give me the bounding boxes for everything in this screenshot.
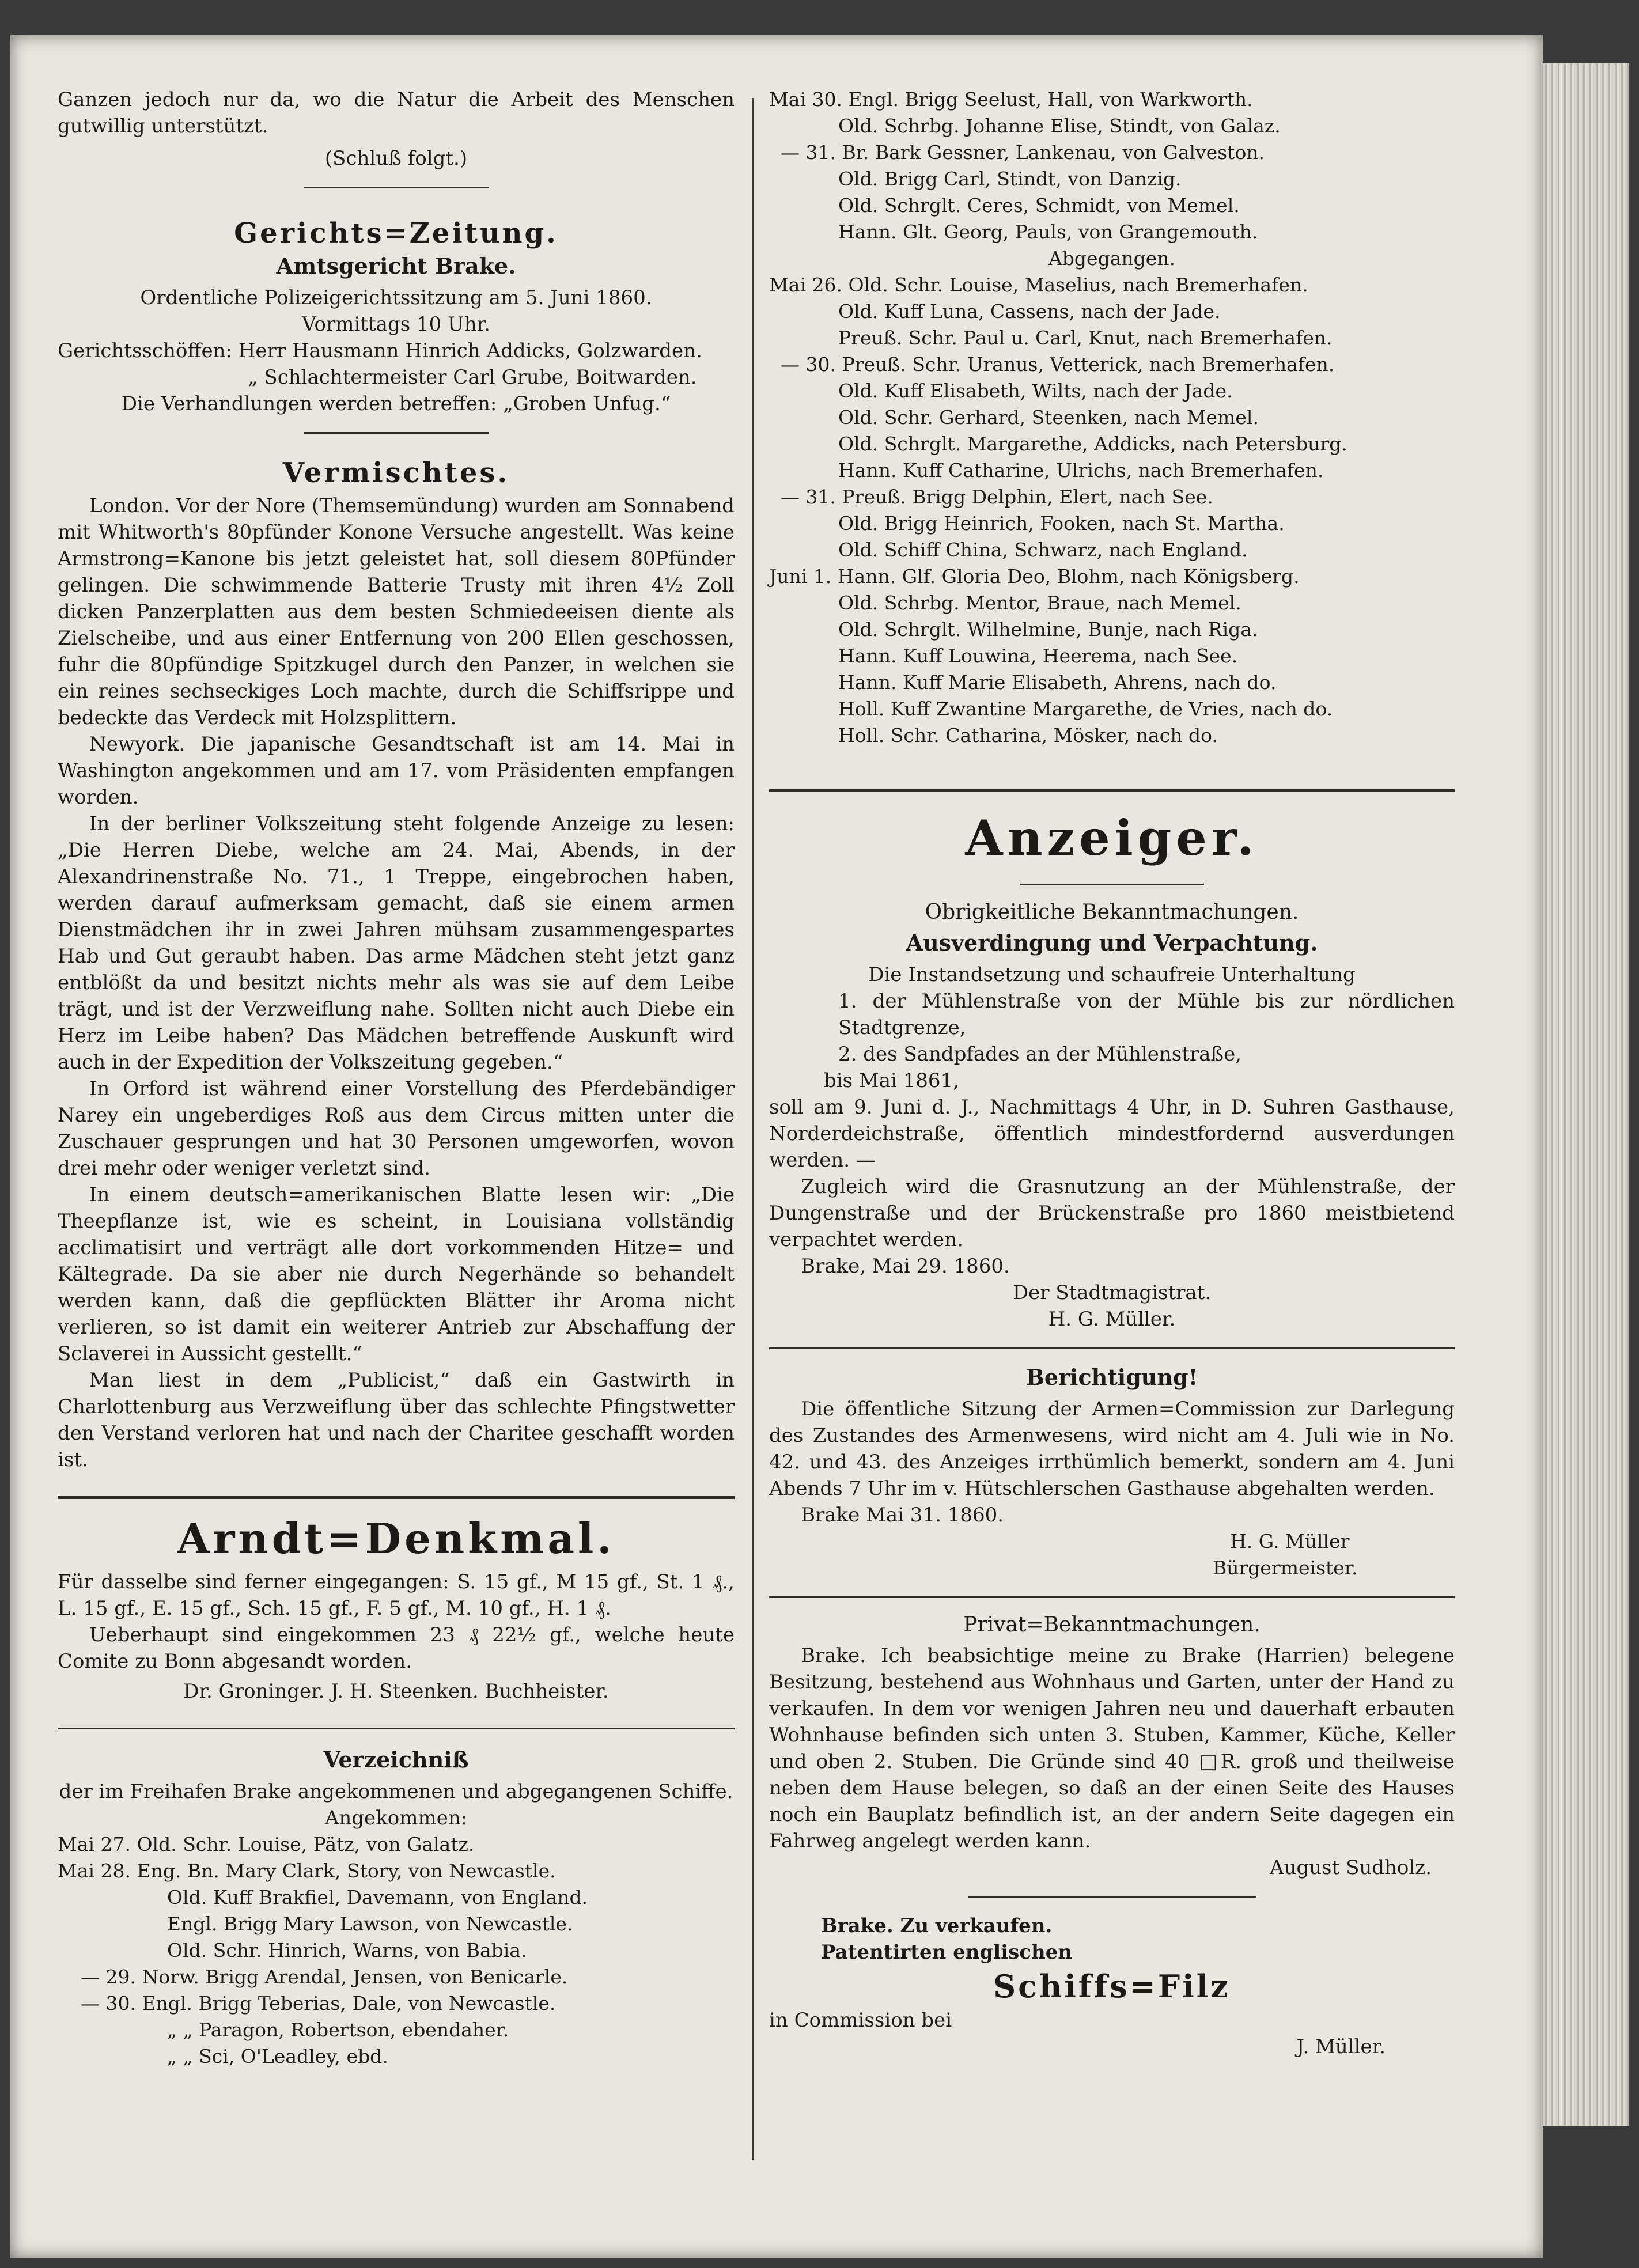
ship-row: Mai 27. Old. Schr. Louise, Pätz, von Galatz. [58, 1833, 475, 1856]
verkauf-product: Schiffs=Filz [993, 1968, 1231, 2005]
privat-signature: August Sudholz. [1270, 1856, 1432, 1879]
verkauf-line-1: Brake. Zu verkaufen. [821, 1914, 1053, 1937]
ship-row: Engl. Brigg Mary Lawson, von Newcastle. [167, 1913, 573, 1935]
divider [769, 789, 1455, 792]
berichtigung-signature: H. G. Müller [1230, 1530, 1350, 1553]
arndt-text-1: Für dasselbe sind ferner eingegangen: S. 15 gf., M 15 gf., St. 1 ₰., L. 15 gf., E. 15 gf., Sch. 15 gf., F. 5 gf., M. 10 gf., H. 1 ₰. [58, 1570, 735, 1620]
verpachtung-text: Zugleich wird die Grasnutzung an der Mühlenstraße, der Dungenstraße und der Brückenstraße pro 1860 meistbietend verpachtet werden. [769, 1175, 1455, 1251]
ship-row: — 31. Preuß. Brigg Delphin, Elert, nach See. [781, 486, 1213, 508]
ship-row: „ „ Sci, O'Leadley, ebd. [167, 2045, 388, 2068]
ship-row: Old. Kuff Brakfiel, Davemann, von England. [167, 1886, 588, 1909]
berichtigung-title: Bürgermeister. [1213, 1557, 1358, 1579]
gericht-verhandlungen: Die Verhandlungen werden betreffen: „Groben Unfug.“ [121, 392, 671, 415]
divider [304, 432, 489, 434]
book-page-edges [1543, 63, 1629, 2126]
gericht-schoeffen-2: „ Schlachtermeister Carl Grube, Boitwarden. [248, 366, 697, 389]
ausverdingung-item-2: 2. des Sandpfades an der Mühlenstraße, [838, 1043, 1242, 1066]
berichtigung-date: Brake Mai 31. 1860. [801, 1504, 1004, 1527]
ship-row: Old. Schr. Gerhard, Steenken, nach Memel. [838, 406, 1259, 429]
ship-row: — 31. Br. Bark Gessner, Lankenau, von Galveston. [781, 141, 1265, 164]
ship-row: Old. Brigg Carl, Stindt, von Danzig. [838, 168, 1182, 190]
ship-row: Preuß. Schr. Paul u. Carl, Knut, nach Bremerhafen. [838, 327, 1333, 349]
vermischtes-berlin: In der berliner Volkszeitung steht folgende Anzeige zu lesen: „Die Herren Diebe, welche am 24. Mai, Abends, in der Alexandrinenstraße No. 71., 1 Treppe, eingebrochen haben, werden darauf aufmerksam gemacht, daß sie einem armen Dienstmädchen ihr in zwei Jahren mühsam zusammengespartes Hab und Gut geraubt haben. Das arme Mädchen steht jetzt ganz entblößt da und besitzt nichts mehr als was sie auf dem Leibe trägt, und ist der Verzweiflung nahe. Sollten nicht auch Diebe ein Herz im Leibe haben? Das Mädchen betreffende Auskunft wird auch in der Expedition der Volkszeitung gegeben.“ [58, 812, 735, 1074]
vermischtes-orford: In Orford ist während einer Vorstellung des Pferdebändiger Narey ein ungeberdiges Roß aus dem Circus mitten unter die Zuschauer gesprungen und hat 30 Personen umgeworfen, wovon drei mehr oder weniger verletzt sind. [58, 1077, 735, 1180]
abgegangen-heading: Abgegangen. [1048, 247, 1176, 270]
ship-row: Old. Schrbg. Mentor, Braue, nach Memel. [838, 592, 1241, 614]
divider [58, 1728, 735, 1729]
arndt-title: Arndt=Denkmal. [177, 1514, 615, 1563]
divider [304, 187, 489, 188]
ship-row: Hann. Kuff Catharine, Ulrichs, nach Bremerhafen. [838, 459, 1324, 482]
vermischtes-title: Vermischtes. [282, 457, 510, 489]
stadtmagistrat-name: H. G. Müller. [1048, 1308, 1176, 1331]
ship-row: Mai 26. Old. Schr. Louise, Maselius, nach Bremerhafen. [769, 274, 1308, 296]
ausverdingung-text: soll am 9. Juni d. J., Nachmittags 4 Uhr, in D. Suhren Gasthause, Norderdeichstraße, öffentlich mindestfordernd ausverdungen werden. — [769, 1096, 1455, 1172]
verkauf-line-4: in Commission bei [769, 2009, 952, 2032]
arndt-text-2: Ueberhaupt sind eingekommen 23 ₰ 22½ gf., welche heute Comite zu Bonn abgesandt worden. [58, 1623, 735, 1673]
divider [58, 1496, 735, 1499]
vermischtes-london: London. Vor der Nore (Themsemündung) wurden am Sonnabend mit Whitworth's 80pfünder Konone Versuche angestellt. Was keine Armstrong=Kanone bis jetzt geleistet hat, soll diesem 80Pfünder gelingen. Die schwimmende Batterie Trusty mit ihren 4½ Zoll dicken Panzerplatten aus dem besten Schmiedeeisen diente als Zielscheibe, und aus einer Entfernung von 200 Ellen geschossen, fuhr die 80pfündige Spitzkugel durch den Panzer, in welchen sie ein reines sechseckiges Loch machte, durch die Schiffsrippe und bedeckte das Verdeck mit Holzsplittern. [58, 494, 735, 729]
ausverdingung-intro: Die Instandsetzung und schaufreie Unterhaltung [868, 963, 1356, 986]
berichtigung-text: Die öffentliche Sitzung der Armen=Commission zur Darlegung des Zustandes des Armenwesens, wird nicht am 4. Juli wie in No. 42. und 43. des Anzeiges irrthümlich bemerkt, sondern am 4. Juni Abends 7 Uhr im v. Hütschlerschen Gasthause abgehalten werden. [769, 1398, 1455, 1500]
left-column [58, 86, 735, 2070]
divider [968, 1896, 1256, 1898]
verzeichnis-title: Verzeichniß [323, 1747, 469, 1773]
gericht-time: Vormittags 10 Uhr. [302, 313, 490, 336]
angekommen-heading: Angekommen: [324, 1807, 468, 1830]
verkauf-seller: J. Müller. [1296, 2035, 1386, 2058]
divider [769, 1596, 1455, 1598]
ship-row: Old. Brigg Heinrich, Fooken, nach St. Martha. [838, 512, 1285, 535]
ausverdingung-item-1: 1. der Mühlenstraße von der Mühle bis zur nördlichen Stadtgrenze, [838, 990, 1455, 1039]
ship-row: Old. Kuff Luna, Cassens, nach der Jade. [838, 300, 1221, 323]
vermischtes-thee: In einem deutsch=amerikanischen Blatte lesen wir: „Die Theepflanze ist, wie es scheint, in Louisiana vollständig acclimatisirt und verträgt alle dort vorkommenden Hitze= und Kältegrade. Da sie aber nie durch Negerhände so behandelt werden kann, daß die gepflückten Blätter ihr Aroma nicht verlieren, so ist damit ein weiterer Antrieb zur Abschaffung der Sclaverei in Aussicht gestellt.“ [58, 1183, 735, 1365]
anzeiger-title: Anzeiger. [965, 809, 1259, 866]
ship-row: Hann. Glt. Georg, Pauls, von Grangemouth. [838, 221, 1258, 243]
ship-row: — 30. Engl. Brigg Teberias, Dale, von Newcastle. [81, 1992, 556, 2015]
ship-row: — 29. Norw. Brigg Arendal, Jensen, von Benicarle. [81, 1966, 568, 1988]
arndt-signature: Dr. Groninger. J. H. Steenken. Buchheister. [183, 1680, 609, 1703]
ship-row: Old. Schrbg. Johanne Elise, Stindt, von Galaz. [838, 115, 1281, 137]
ship-row: Old. Schr. Hinrich, Warns, von Babia. [167, 1939, 527, 1962]
verkauf-line-2: Patentirten englischen [821, 1941, 1073, 1964]
ship-row: „ „ Paragon, Robertson, ebendaher. [167, 2019, 509, 2041]
verzeichnis-subtitle: der im Freihafen Brake angekommenen und abgegangenen Schiffe. [59, 1780, 733, 1803]
ausverdingung-until: bis Mai 1861, [824, 1069, 959, 1092]
intro-text: Ganzen jedoch nur da, wo die Natur die Arbeit des Menschen gutwillig unterstützt. [58, 88, 735, 138]
ship-row: Old. Schrglt. Ceres, Schmidt, von Memel. [838, 194, 1240, 217]
ship-row: Hann. Kuff Marie Elisabeth, Ahrens, nach do. [838, 671, 1277, 694]
ship-row: Mai 30. Engl. Brigg Seelust, Hall, von Warkworth. [769, 88, 1253, 111]
berichtigung-heading: Berichtigung! [1025, 1364, 1198, 1390]
ship-row: Holl. Schr. Catharina, Mösker, nach do. [838, 724, 1218, 747]
vermischtes-charlottenburg: Man liest in dem „Publicist,“ daß ein Gastwirth in Charlottenburg aus Verzweiflung über das schlechte Pfingstwetter den Verstand verloren hat und nach der Charitee geschafft worden ist. [58, 1369, 735, 1471]
privat-text: Brake. Ich beabsichtige meine zu Brake (Harrien) belegene Besitzung, bestehend aus Wohnhaus und Garten, unter der Hand zu verkaufen. In dem vor wenigen Jahren neu und dauerhaft erbauten Wohnhause befinden sich unten 3. Stuben, Kammer, Küche, Keller und oben 2. Stuben. Die Gründe sind 40 □R. groß und theilweise neben dem Hause belegen, so daß an der einen Seite des Hauses noch ein Bauplatz befindlich ist, an der andern Seite dagegen ein Fahrweg angelegt werden kann. [769, 1644, 1455, 1853]
ship-row: Old. Schrglt. Wilhelmine, Bunje, nach Riga. [838, 618, 1258, 641]
ship-row: Old. Schiff China, Schwarz, nach England. [838, 539, 1248, 561]
ship-row: Holl. Kuff Zwantine Margarethe, de Vries, nach do. [838, 698, 1333, 720]
ausverdingung-date: Brake, Mai 29. 1860. [801, 1255, 1010, 1278]
gericht-schoeffen-1: Gerichtsschöffen: Herr Hausmann Hinrich Addicks, Golzwarden. [58, 339, 702, 362]
ausverdingung-heading: Ausverdingung und Verpachtung. [906, 930, 1318, 956]
divider [769, 1347, 1455, 1349]
column-rule [752, 98, 754, 2160]
schluss-note: (Schluß folgt.) [324, 147, 468, 170]
ship-row: Juni 1. Hann. Glf. Gloria Deo, Blohm, nach Königsberg. [769, 565, 1300, 588]
stadtmagistrat: Der Stadtmagistrat. [1012, 1281, 1212, 1304]
gericht-session: Ordentliche Polizeigerichtssitzung am 5. Juni 1860. [140, 286, 652, 309]
gericht-subtitle: Amtsgericht Brake. [276, 253, 516, 279]
right-column [769, 86, 1455, 2060]
ship-row: Old. Kuff Elisabeth, Wilts, nach der Jade. [838, 380, 1233, 402]
ship-row: Old. Schrglt. Margarethe, Addicks, nach Petersburg. [838, 433, 1347, 455]
ship-row: — 30. Preuß. Schr. Uranus, Vetterick, nach Bremerhafen. [781, 353, 1335, 376]
ship-row: Hann. Kuff Louwina, Heerema, nach See. [838, 645, 1238, 667]
divider [1020, 884, 1204, 885]
gericht-title: Gerichts=Zeitung. [234, 217, 558, 249]
obrigkeitliche-heading: Obrigkeitliche Bekanntmachungen. [925, 900, 1299, 924]
ship-row: Mai 28. Eng. Bn. Mary Clark, Story, von Newcastle. [58, 1860, 556, 1882]
vermischtes-newyork: Newyork. Die japanische Gesandtschaft ist am 14. Mai in Washington angekommen und am 17. vom Präsidenten empfangen worden. [58, 733, 735, 809]
privat-heading: Privat=Bekanntmachungen. [963, 1613, 1261, 1637]
